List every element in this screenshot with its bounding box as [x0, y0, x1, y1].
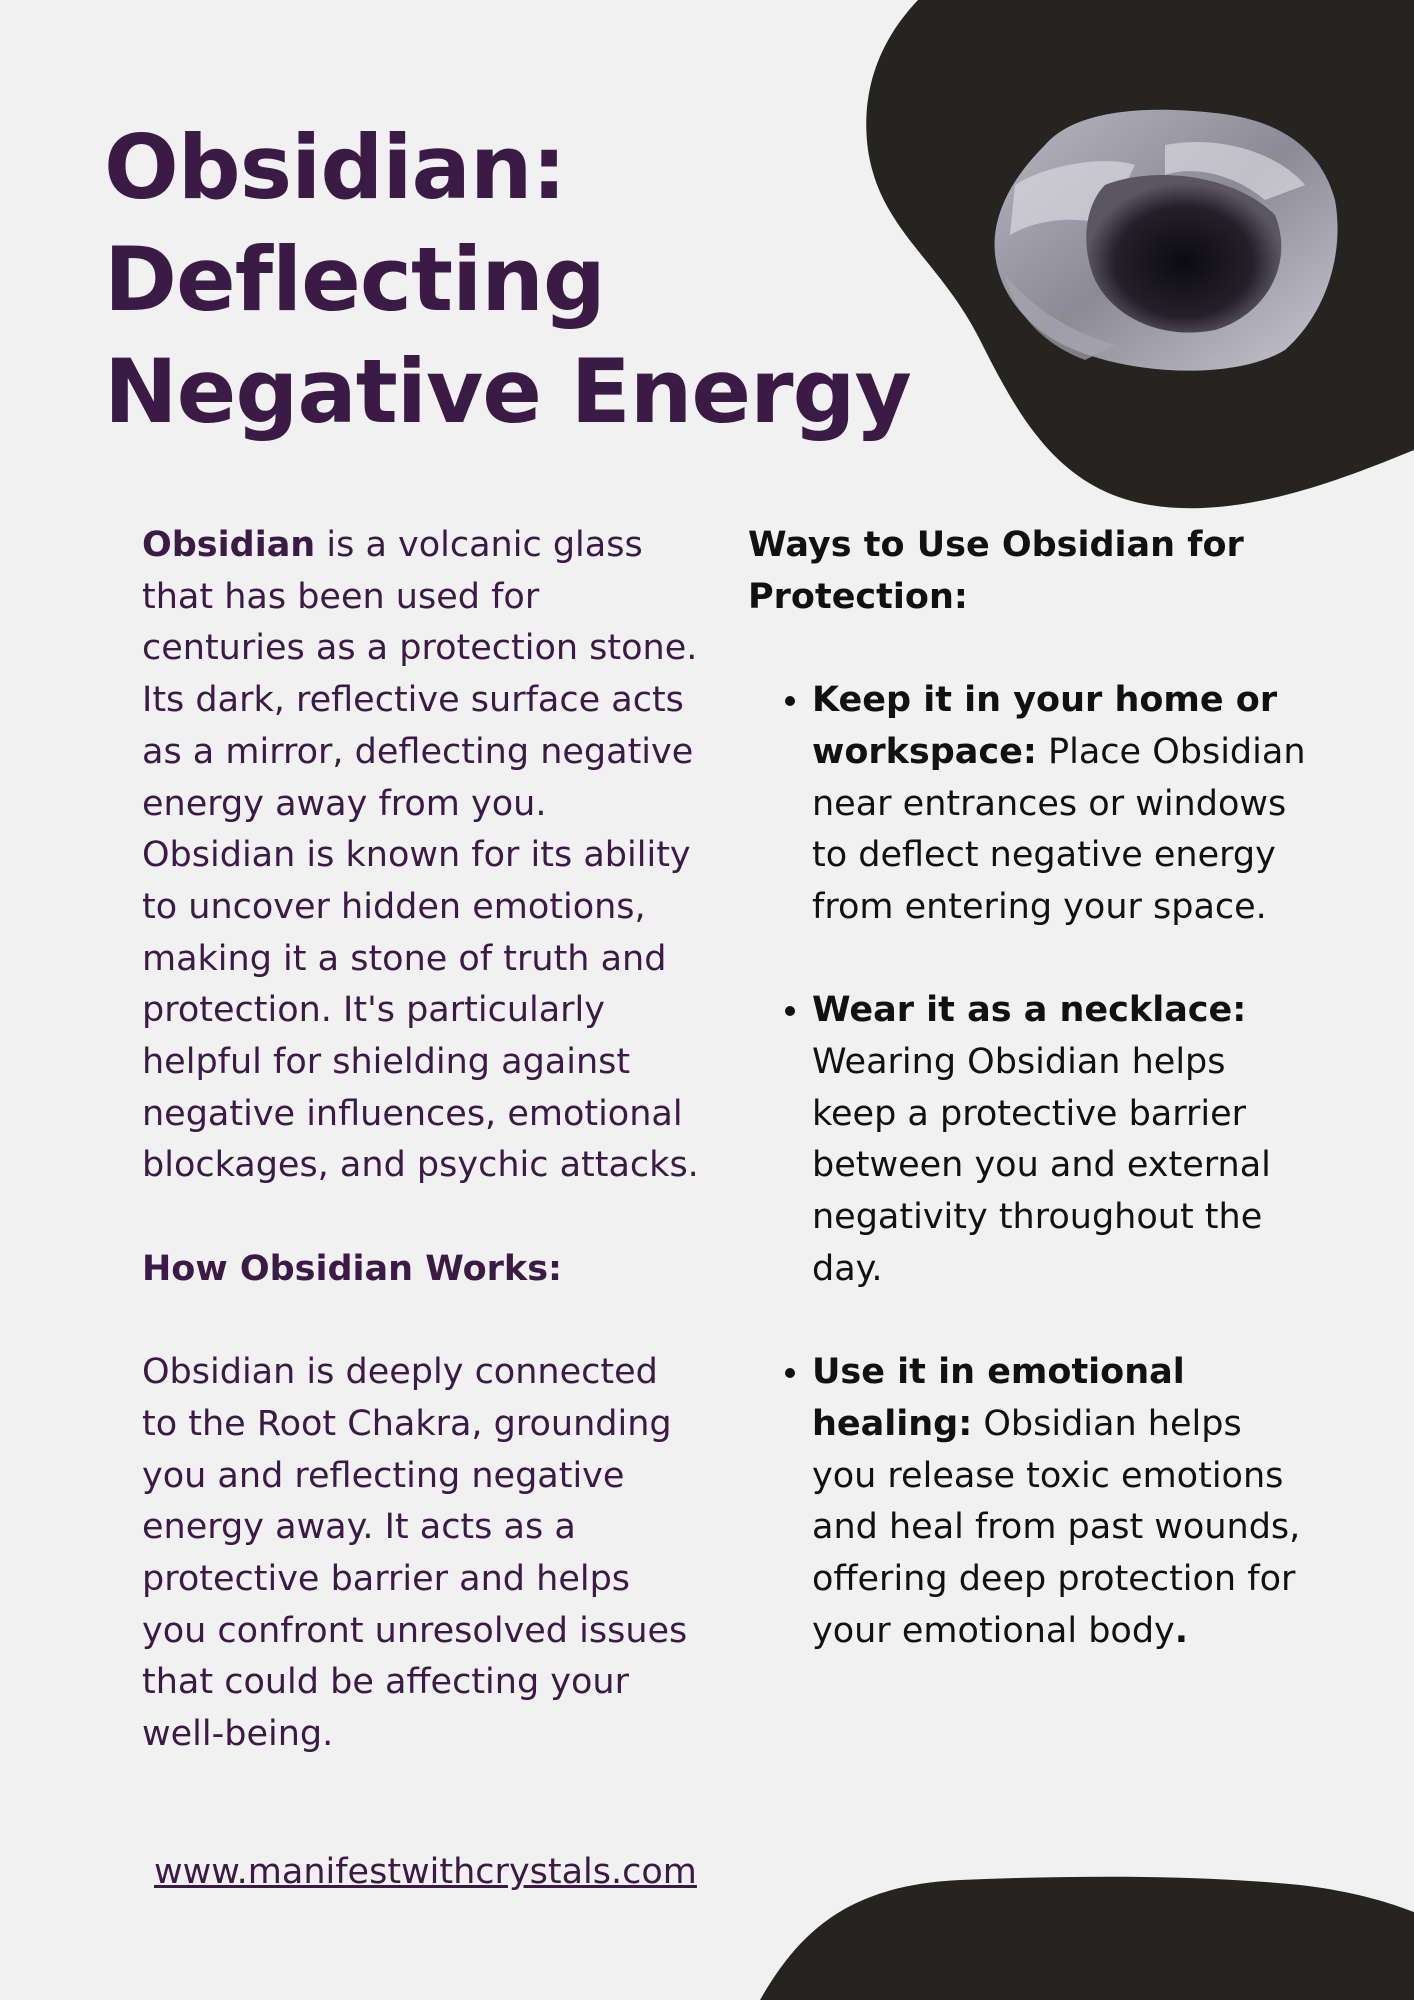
- how-paragraph: Obsidian is deeply connected to the Root Chakra, grounding you and reflecting negative energy away. It acts as a protective barrier and helps you confront unresolved issues that could be affecting your well-being.: [142, 1352, 688, 1755]
- title-line-2: Deflecting: [104, 228, 605, 331]
- website-link[interactable]: www.manifestwithcrystals.com: [154, 1852, 697, 1892]
- right-column: [748, 520, 1308, 1709]
- ways-list: [748, 675, 1308, 1657]
- list-item: • Use it in emotional healing: Obsidian helps you release toxic emotions and heal from past wounds, offering deep protection for your emotional body.: [812, 1347, 1308, 1657]
- list-item: • Keep it in your home or workspace: Place Obsidian near entrances or windows to deflect negative energy from entering your space.: [812, 675, 1308, 934]
- obsidian-stone-image: [985, 105, 1345, 375]
- intro-text: is a volcanic glass that has been used for centuries as a protection stone. Its dark, reflective surface acts as a mirror, deflecting negative energy away from you. Obsidian is known for its ability to uncover hidden emotions, making it a stone of truth and protection. It's particularly helpful for shielding against negative influences, emotional blockages, and psychic attacks.: [142, 525, 699, 1186]
- page-title: [104, 112, 911, 448]
- list-item: • Wear it as a necklace: Wearing Obsidian helps keep a protective barrier between you and external negativity throughout the day.: [812, 985, 1308, 1295]
- left-column: [142, 520, 702, 1761]
- intro-paragraph: [142, 520, 702, 1192]
- how-heading: How Obsidian Works:: [142, 1248, 563, 1289]
- title-line-3: Negative Energy: [104, 340, 911, 443]
- title-line-1: Obsidian:: [104, 116, 566, 219]
- ways-heading: Ways to Use Obsidian for Protection:: [748, 525, 1244, 617]
- intro-bold: Obsidian: [142, 525, 316, 565]
- bottom-right-blob: [760, 1877, 1414, 2000]
